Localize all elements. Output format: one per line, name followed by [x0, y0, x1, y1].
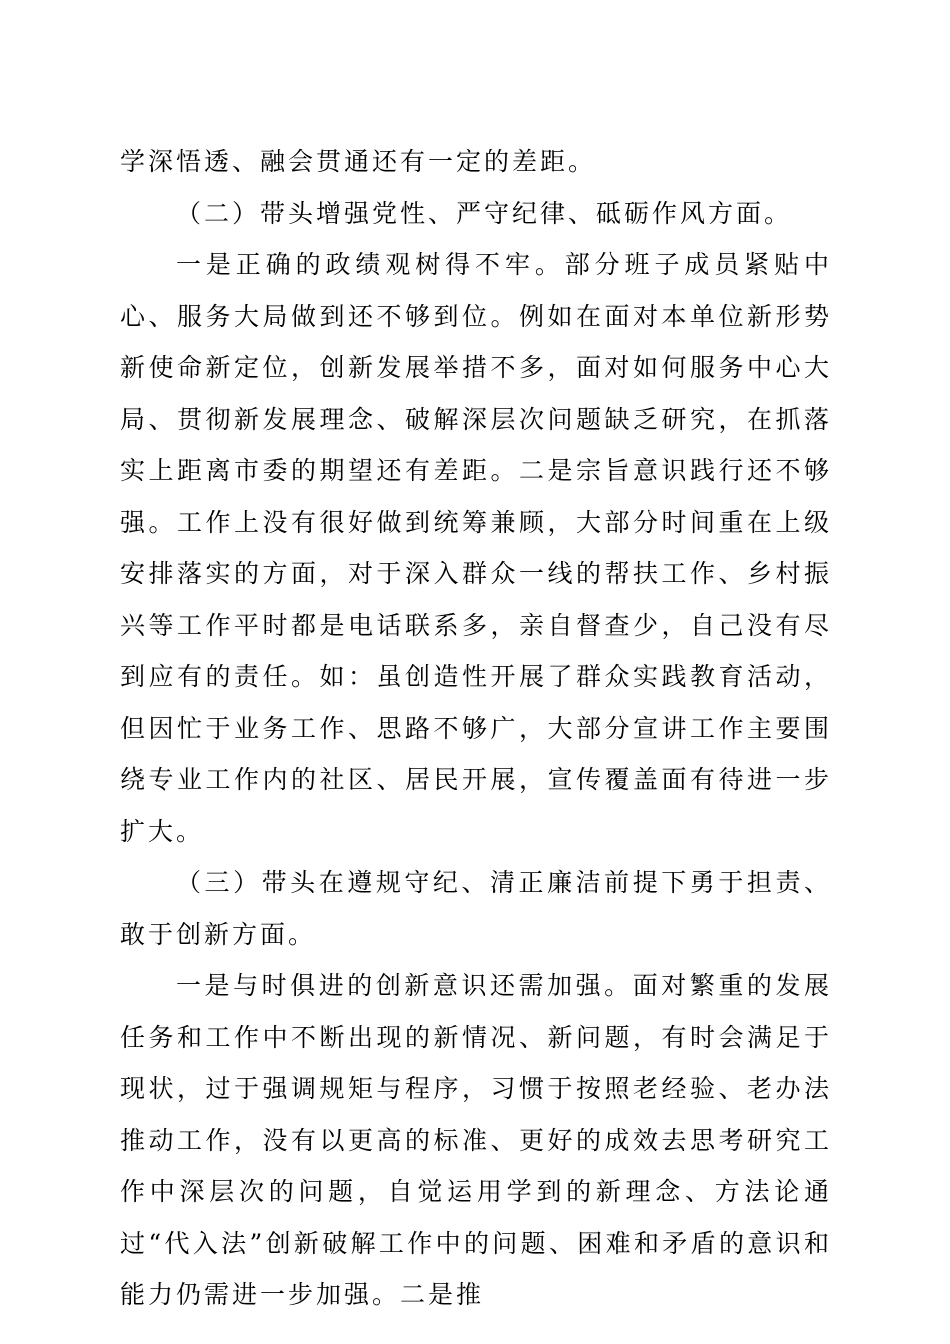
paragraph-continuation: 学深悟透、融会贯通还有一定的差距。 [120, 147, 597, 176]
section-heading-2: （二）带头增强党性、严守纪律、砥砺作风方面。 [176, 198, 793, 228]
paragraph-section-2-body: 一是正确的政绩观树得不牢。部分班子成员紧贴中心、服务大局做到还不够到位。例如在面对本单位新形势新使命新定位，创新发展举措不多，面对如何服务中心大局、贯彻新发展理念、破解深层次问题缺乏研究，在抓落实上距离市委的期望还有差距。二是宗旨意识践行还不够强。工作上没有很好做到统筹兼顾，大部分时间重在上级安排落实的方面，对于深入群众一线的帮扶工作、乡村振兴等工作平时都是电话联系多，亲自督查少，自己没有尽到应有的责任。如：虽创造性开展了群众实践教育活动，但因忙于业务工作、思路不够广，大部分宣讲工作主要围绕专业工作内的社区、居民开展，宣传覆盖面有待进一步扩大。 [120, 250, 832, 846]
section-heading-3: （三）带头在遵规守纪、清正廉洁前提下勇于担责、敢于创新方面。 [120, 868, 832, 949]
paragraph-section-3-body: 一是与时俱进的创新意识还需加强。面对繁重的发展任务和工作中不断出现的新情况、新问题，有时会满足于现状，过于强调规矩与程序，习惯于按照老经验、老办法推动工作，没有以更高的标准、更好的成效去思考研究工作中深层次的问题，自觉运用学到的新理念、方法论通过“代入法”创新破解工作中的问题、困难和矛盾的意识和能力仍需进一步加强。二是推 [120, 971, 832, 1309]
document-body [120, 136, 832, 1321]
